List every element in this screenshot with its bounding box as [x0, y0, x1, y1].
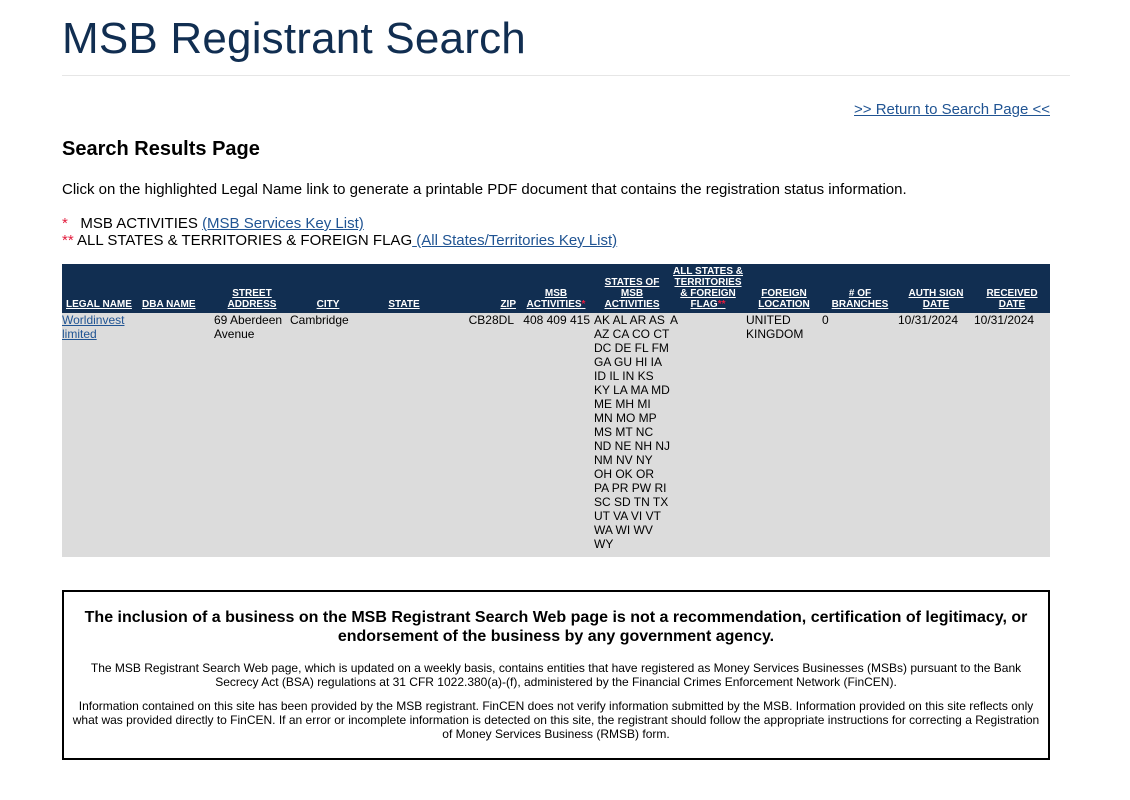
table-header-row: [62, 264, 1050, 313]
states-territories-key-link[interactable]: [412, 232, 617, 249]
cell-foreign-location: UNITED KINGDOM: [746, 313, 822, 557]
cell-all-states-flag: A: [670, 313, 746, 557]
header-all-states-flag-label: ALL STATES & TERRITORIES & FOREIGN FLAG: [673, 266, 743, 310]
disclaimer-heading: The inclusion of a business on the MSB Registrant Search Web page is not a recommendation, certification of legitimacy, or endorsement of the business by any government agency.: [84, 609, 1028, 645]
states-key: [62, 232, 617, 249]
cell-state: [366, 313, 442, 557]
header-city[interactable]: CITY: [290, 264, 366, 313]
legal-name-link[interactable]: Worldinvest limited: [62, 313, 125, 341]
header-dba-name[interactable]: DBA NAME: [138, 264, 214, 313]
header-street-address[interactable]: STREET ADDRESS: [214, 264, 290, 313]
header-states-of-msb-activities[interactable]: STATES OF MSB ACTIVITIES: [594, 264, 670, 313]
header-legal-name[interactable]: LEGAL NAME: [62, 264, 138, 313]
states-label: ALL STATES & TERRITORIES & FOREIGN FLAG: [77, 232, 413, 249]
header-all-states-flag[interactable]: [670, 264, 746, 313]
header-msb-activities-marker: *: [581, 299, 586, 310]
return-to-search-link[interactable]: >> Return to Search Page <<: [854, 101, 1050, 118]
cell-auth-sign-date: 10/31/2024: [898, 313, 974, 557]
cell-received-date: 10/31/2024: [974, 313, 1050, 557]
cell-num-branches: 0: [822, 313, 898, 557]
results-heading: Search Results Page: [62, 138, 260, 160]
msb-activities-key: [62, 215, 364, 232]
header-zip[interactable]: ZIP: [442, 264, 518, 313]
table-row: [62, 313, 1050, 557]
cell-city: Cambridge: [290, 313, 366, 557]
cell-legal-name: [62, 313, 138, 557]
cell-zip: CB28DL: [442, 313, 518, 557]
header-msb-activities[interactable]: [518, 264, 594, 313]
header-received-date[interactable]: RECEIVED DATE: [974, 264, 1050, 313]
msb-services-key-link[interactable]: (MSB Services Key List): [202, 215, 364, 232]
cell-street-address: 69 Aberdeen Avenue: [214, 313, 290, 557]
msb-activities-label: MSB ACTIVITIES: [80, 215, 198, 232]
cell-dba-name: [138, 313, 214, 557]
instructions-text: Click on the highlighted Legal Name link to generate a printable PDF document that contains the registration status information.: [62, 181, 907, 198]
header-state[interactable]: STATE: [366, 264, 442, 313]
header-all-states-flag-marker: **: [717, 299, 726, 310]
page-title: MSB Registrant Search: [62, 14, 526, 63]
msb-activities-marker: *: [62, 215, 68, 232]
cell-msb-activities: 408 409 415: [518, 313, 594, 557]
header-foreign-location[interactable]: FOREIGN LOCATION: [746, 264, 822, 313]
states-territories-key-link-text: (All States/Territories Key List): [416, 232, 618, 249]
header-auth-sign-date[interactable]: AUTH SIGN DATE: [898, 264, 974, 313]
states-marker: **: [62, 232, 74, 249]
header-num-branches[interactable]: # OF BRANCHES: [822, 264, 898, 313]
disclaimer-paragraph-2: Information contained on this site has been provided by the MSB registrant. FinCEN does not verify information submitted by the MSB. Information provided on this site reflects only what was provided directly to FinCEN. If an error or incomplete information is detected on this site, the registrant should follow the appropriate instructions for correcting a Registration of Money Services Business (RMSB) form.: [72, 699, 1040, 741]
disclaimer-box: [62, 590, 1050, 760]
cell-states-of-msb-activities: AK AL AR AS AZ CA CO CT DC DE FL FM GA GU HI IA ID IL IN KS KY LA MA MD ME MH MI MN MO MP MS MT NC ND NE NH NJ NM NV NY OH OK OR PA PR PW RI SC SD TN TX UT VA VI VT WA WI WV WY: [594, 313, 670, 557]
header-msb-activities-label: MSB ACTIVITIES: [526, 288, 582, 310]
title-divider: [62, 75, 1070, 76]
disclaimer-paragraph-1: The MSB Registrant Search Web page, which is updated on a weekly basis, contains entities that have registered as Money Services Businesses (MSBs) pursuant to the Bank Secrecy Act (BSA) regulations at 31 CFR 1022.380(a)-(f), administered by the Financial Crimes Enforcement Network (FinCEN).: [90, 661, 1022, 689]
results-table: [62, 264, 1050, 557]
